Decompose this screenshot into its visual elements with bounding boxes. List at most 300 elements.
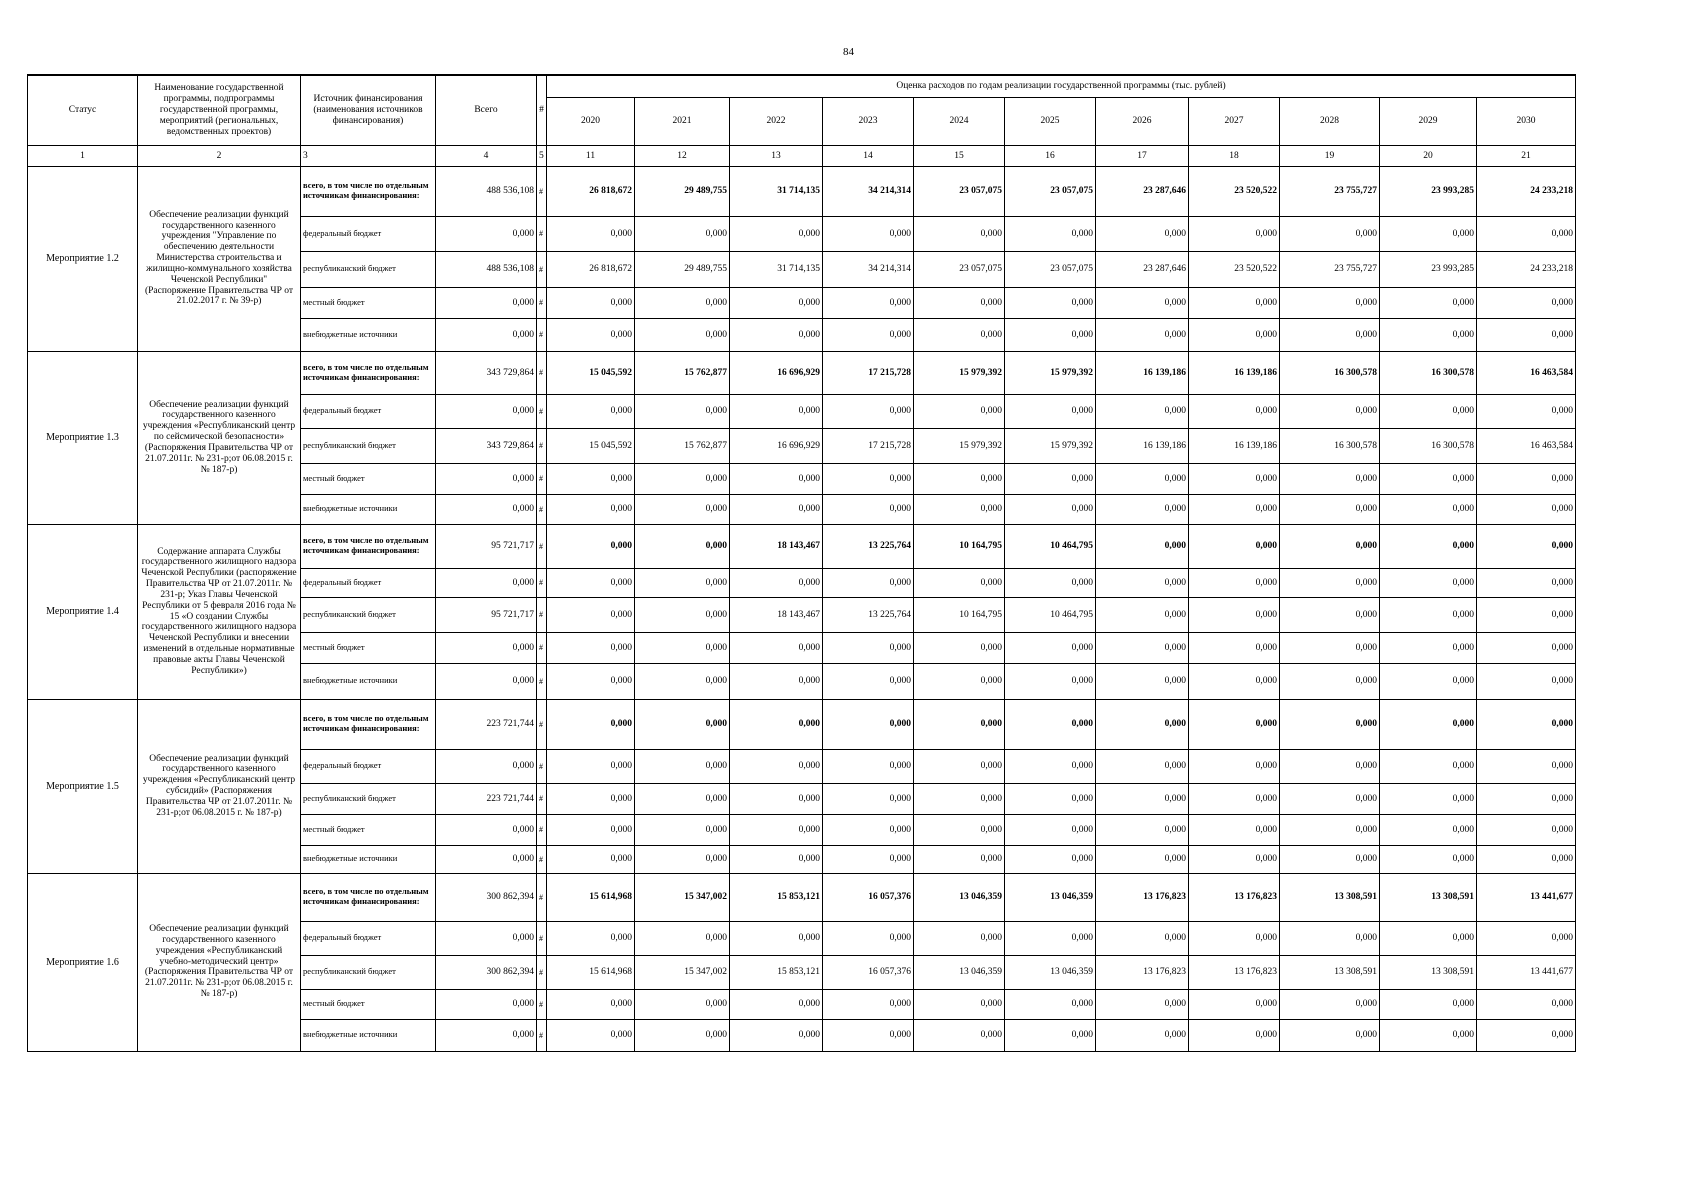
hash-marker: # (537, 632, 547, 663)
year-value: 16 300,578 (1280, 428, 1380, 463)
year-value: 0,000 (1477, 287, 1576, 318)
year-value: 15 853,121 (730, 873, 823, 921)
row-total: 488 536,108 (436, 166, 537, 216)
year-value: 0,000 (547, 814, 635, 845)
year-value: 16 463,584 (1477, 351, 1576, 394)
header-year: 2027 (1189, 97, 1280, 145)
hash-marker: # (537, 873, 547, 921)
year-value: 0,000 (1189, 921, 1280, 955)
hash-marker: # (537, 463, 547, 494)
year-value: 0,000 (547, 318, 635, 351)
year-value: 0,000 (730, 699, 823, 749)
year-value: 0,000 (635, 749, 730, 783)
column-number: 18 (1189, 145, 1280, 166)
year-value: 0,000 (1189, 463, 1280, 494)
hash-marker: # (537, 921, 547, 955)
year-value: 15 979,392 (914, 428, 1005, 463)
hash-marker: # (537, 166, 547, 216)
year-value: 18 143,467 (730, 597, 823, 632)
year-value: 15 762,877 (635, 428, 730, 463)
header-year: 2026 (1096, 97, 1189, 145)
row-total: 0,000 (436, 989, 537, 1019)
header-hash: # (537, 75, 547, 145)
year-value: 0,000 (1477, 783, 1576, 814)
year-value: 16 300,578 (1380, 351, 1477, 394)
year-value: 23 520,522 (1189, 166, 1280, 216)
year-value: 0,000 (1096, 699, 1189, 749)
year-value: 0,000 (1189, 783, 1280, 814)
year-value: 13 225,764 (823, 597, 914, 632)
year-value: 0,000 (823, 632, 914, 663)
year-value: 0,000 (823, 699, 914, 749)
year-value: 0,000 (914, 568, 1005, 597)
year-value: 0,000 (1380, 989, 1477, 1019)
year-value: 0,000 (823, 287, 914, 318)
year-value: 0,000 (1005, 749, 1096, 783)
table-row (28, 699, 1576, 749)
year-value: 10 164,795 (914, 597, 1005, 632)
year-value: 0,000 (823, 394, 914, 428)
year-value: 13 046,359 (1005, 873, 1096, 921)
year-value: 0,000 (1096, 749, 1189, 783)
row-total: 0,000 (436, 494, 537, 524)
year-value: 0,000 (635, 463, 730, 494)
year-value: 0,000 (635, 287, 730, 318)
row-total: 0,000 (436, 568, 537, 597)
year-value: 16 139,186 (1096, 351, 1189, 394)
row-total: 0,000 (436, 845, 537, 873)
header-year: 2021 (635, 97, 730, 145)
year-value: 0,000 (914, 632, 1005, 663)
year-value: 0,000 (1189, 1019, 1280, 1051)
year-value: 0,000 (635, 632, 730, 663)
column-number: 4 (436, 145, 537, 166)
year-value: 15 614,968 (547, 873, 635, 921)
year-value: 0,000 (1096, 568, 1189, 597)
year-value: 0,000 (1189, 318, 1280, 351)
year-value: 15 614,968 (547, 955, 635, 989)
year-value: 0,000 (1280, 1019, 1380, 1051)
header-total: Всего (436, 75, 537, 145)
year-value: 0,000 (1096, 814, 1189, 845)
year-value: 0,000 (1005, 494, 1096, 524)
year-value: 0,000 (1477, 989, 1576, 1019)
year-value: 17 215,728 (823, 351, 914, 394)
year-value: 0,000 (730, 845, 823, 873)
column-number: 1 (28, 145, 138, 166)
year-value: 31 714,135 (730, 166, 823, 216)
funding-source: федеральный бюджет (301, 394, 436, 428)
year-value: 0,000 (823, 1019, 914, 1051)
year-value: 15 347,002 (635, 873, 730, 921)
year-value: 0,000 (1380, 814, 1477, 845)
row-total: 0,000 (436, 463, 537, 494)
year-value: 0,000 (1380, 287, 1477, 318)
year-value: 0,000 (547, 494, 635, 524)
hash-marker: # (537, 351, 547, 394)
header-year: 2024 (914, 97, 1005, 145)
year-value: 23 287,646 (1096, 251, 1189, 287)
row-total: 223 721,744 (436, 699, 537, 749)
header-year: 2029 (1380, 97, 1477, 145)
measure-name: Содержание аппарата Службы государственного жилищного надзора Чеченской Республики (распоряжение Правительства ЧР от 21.07.2011г. № 231-р; Указ Главы Чеченской Республики от 5 февраля 2016 года № 15 «О создании Службы государственного жилищного надзора Чеченской Республики и внесении изменений в отдельные нормативные правовые акты Главы Чеченской Республики») (138, 524, 301, 699)
year-value: 0,000 (1005, 663, 1096, 699)
column-number: 11 (547, 145, 635, 166)
hash-marker: # (537, 394, 547, 428)
year-value: 0,000 (730, 663, 823, 699)
funding-source: всего, в том числе по отдельным источникам финансирования: (301, 351, 436, 394)
year-value: 16 696,929 (730, 351, 823, 394)
table-row (28, 524, 1576, 568)
year-value: 24 233,218 (1477, 251, 1576, 287)
year-value: 0,000 (1280, 463, 1380, 494)
year-value: 0,000 (1477, 845, 1576, 873)
year-value: 16 696,929 (730, 428, 823, 463)
year-value: 23 993,285 (1380, 166, 1477, 216)
year-value: 0,000 (635, 814, 730, 845)
year-value: 0,000 (914, 494, 1005, 524)
year-value: 0,000 (914, 921, 1005, 955)
year-value: 26 818,672 (547, 166, 635, 216)
year-value: 0,000 (1096, 632, 1189, 663)
row-total: 0,000 (436, 921, 537, 955)
year-value: 0,000 (914, 989, 1005, 1019)
column-number: 16 (1005, 145, 1096, 166)
hash-marker: # (537, 783, 547, 814)
row-total: 95 721,717 (436, 524, 537, 568)
year-value: 10 464,795 (1005, 597, 1096, 632)
year-value: 18 143,467 (730, 524, 823, 568)
header-estimate: Оценка расходов по годам реализации государственной программы (тыс. рублей) (547, 75, 1576, 97)
year-value: 16 139,186 (1189, 351, 1280, 394)
year-value: 0,000 (1280, 845, 1380, 873)
year-value: 0,000 (1096, 597, 1189, 632)
year-value: 13 308,591 (1280, 873, 1380, 921)
year-value: 0,000 (914, 216, 1005, 251)
funding-source: местный бюджет (301, 814, 436, 845)
funding-source: республиканский бюджет (301, 251, 436, 287)
row-total: 0,000 (436, 1019, 537, 1051)
funding-source: республиканский бюджет (301, 597, 436, 632)
year-value: 0,000 (1380, 216, 1477, 251)
year-value: 0,000 (1477, 494, 1576, 524)
row-total: 0,000 (436, 216, 537, 251)
year-value: 0,000 (1477, 699, 1576, 749)
year-value: 13 225,764 (823, 524, 914, 568)
year-value: 0,000 (1280, 814, 1380, 845)
year-value: 0,000 (1380, 494, 1477, 524)
year-value: 0,000 (1280, 699, 1380, 749)
year-value: 0,000 (635, 394, 730, 428)
column-number: 14 (823, 145, 914, 166)
year-value: 0,000 (823, 921, 914, 955)
year-value: 0,000 (1005, 216, 1096, 251)
measure-name: Обеспечение реализации функций государственного казенного учреждения "Управление по обеспечению деятельности Министерства строительства и жилищно-коммунального хозяйства Чеченской Республики" (Распоряжение Правительства ЧР от 21.02.2017 г. № 39-р) (138, 166, 301, 351)
year-value: 0,000 (1380, 463, 1477, 494)
table-header (28, 75, 1576, 145)
year-value: 13 176,823 (1096, 873, 1189, 921)
row-total: 300 862,394 (436, 873, 537, 921)
year-value: 34 214,314 (823, 166, 914, 216)
year-value: 0,000 (914, 814, 1005, 845)
year-value: 0,000 (730, 287, 823, 318)
funding-source: внебюджетные источники (301, 663, 436, 699)
year-value: 0,000 (730, 1019, 823, 1051)
hash-marker: # (537, 749, 547, 783)
year-value: 0,000 (1005, 814, 1096, 845)
year-value: 0,000 (547, 287, 635, 318)
row-total: 343 729,864 (436, 351, 537, 394)
year-value: 0,000 (1189, 749, 1280, 783)
year-value: 0,000 (1005, 699, 1096, 749)
year-value: 0,000 (914, 394, 1005, 428)
year-value: 0,000 (547, 216, 635, 251)
header-source: Источник финансирования (наименования источников финансирования) (301, 75, 436, 145)
funding-source: всего, в том числе по отдельным источникам финансирования: (301, 524, 436, 568)
row-total: 300 862,394 (436, 955, 537, 989)
year-value: 13 176,823 (1189, 955, 1280, 989)
year-value: 0,000 (1096, 663, 1189, 699)
year-value: 13 308,591 (1380, 873, 1477, 921)
hash-marker: # (537, 568, 547, 597)
year-value: 0,000 (1380, 663, 1477, 699)
year-value: 15 979,392 (1005, 428, 1096, 463)
year-value: 0,000 (1477, 318, 1576, 351)
year-value: 0,000 (1189, 287, 1280, 318)
header-year: 2023 (823, 97, 914, 145)
row-total: 0,000 (436, 663, 537, 699)
table-row (28, 873, 1576, 921)
year-value: 23 057,075 (1005, 166, 1096, 216)
hash-marker: # (537, 814, 547, 845)
year-value: 0,000 (635, 597, 730, 632)
year-value: 0,000 (1189, 663, 1280, 699)
year-value: 23 057,075 (1005, 251, 1096, 287)
year-value: 15 979,392 (914, 351, 1005, 394)
year-value: 0,000 (1005, 783, 1096, 814)
column-number: 19 (1280, 145, 1380, 166)
measure-status: Мероприятие 1.5 (28, 699, 138, 873)
year-value: 0,000 (547, 1019, 635, 1051)
column-number: 20 (1380, 145, 1477, 166)
row-total: 488 536,108 (436, 251, 537, 287)
row-total: 0,000 (436, 749, 537, 783)
hash-marker: # (537, 845, 547, 873)
year-value: 0,000 (1380, 921, 1477, 955)
column-number-row (28, 145, 1576, 166)
measure-status: Мероприятие 1.6 (28, 873, 138, 1051)
year-value: 0,000 (1005, 989, 1096, 1019)
year-value: 34 214,314 (823, 251, 914, 287)
year-value: 0,000 (730, 568, 823, 597)
year-value: 0,000 (914, 783, 1005, 814)
year-value: 15 045,592 (547, 351, 635, 394)
year-value: 0,000 (1189, 494, 1280, 524)
year-value: 0,000 (1380, 568, 1477, 597)
year-value: 0,000 (914, 287, 1005, 318)
year-value: 0,000 (1096, 1019, 1189, 1051)
year-value: 0,000 (730, 494, 823, 524)
year-value: 15 347,002 (635, 955, 730, 989)
row-total: 0,000 (436, 394, 537, 428)
year-value: 0,000 (730, 989, 823, 1019)
year-value: 0,000 (547, 845, 635, 873)
year-value: 0,000 (1380, 699, 1477, 749)
year-value: 31 714,135 (730, 251, 823, 287)
column-number: 3 (301, 145, 436, 166)
year-value: 0,000 (1280, 632, 1380, 663)
year-value: 0,000 (547, 783, 635, 814)
funding-source: республиканский бюджет (301, 428, 436, 463)
year-value: 0,000 (1477, 749, 1576, 783)
year-value: 0,000 (1280, 989, 1380, 1019)
hash-marker: # (537, 428, 547, 463)
year-value: 0,000 (1280, 663, 1380, 699)
year-value: 0,000 (1189, 632, 1280, 663)
page-number: 84 (843, 46, 854, 58)
row-total: 223 721,744 (436, 783, 537, 814)
year-value: 0,000 (1096, 318, 1189, 351)
year-value: 0,000 (730, 216, 823, 251)
year-value: 0,000 (1189, 699, 1280, 749)
year-value: 0,000 (914, 749, 1005, 783)
year-value: 0,000 (1189, 814, 1280, 845)
funding-source: местный бюджет (301, 463, 436, 494)
column-number: 2 (138, 145, 301, 166)
year-value: 0,000 (730, 463, 823, 494)
year-value: 0,000 (1189, 568, 1280, 597)
year-value: 13 046,359 (1005, 955, 1096, 989)
year-value: 0,000 (547, 463, 635, 494)
measure-name: Обеспечение реализации функций государственного казенного учреждения «Республиканский центр по сейсмической безопасности» (Распоряжения Правительства ЧР от 21.07.2011г. № 231-р;от 06.08.2015 г. № 187-р) (138, 351, 301, 524)
funding-source: местный бюджет (301, 989, 436, 1019)
year-value: 0,000 (1477, 1019, 1576, 1051)
year-value: 0,000 (1280, 524, 1380, 568)
row-total: 0,000 (436, 287, 537, 318)
year-value: 0,000 (1477, 394, 1576, 428)
hash-marker: # (537, 318, 547, 351)
row-total: 95 721,717 (436, 597, 537, 632)
year-value: 0,000 (1005, 921, 1096, 955)
year-value: 0,000 (1189, 394, 1280, 428)
year-value: 0,000 (1189, 845, 1280, 873)
year-value: 0,000 (547, 568, 635, 597)
year-value: 0,000 (1096, 783, 1189, 814)
year-value: 0,000 (730, 632, 823, 663)
hash-marker: # (537, 1019, 547, 1051)
year-value: 0,000 (1380, 632, 1477, 663)
year-value: 0,000 (730, 394, 823, 428)
year-value: 13 441,677 (1477, 955, 1576, 989)
table-row (28, 166, 1576, 216)
year-value: 0,000 (547, 989, 635, 1019)
year-value: 0,000 (1477, 568, 1576, 597)
year-value: 0,000 (635, 783, 730, 814)
year-value: 0,000 (1096, 463, 1189, 494)
row-total: 0,000 (436, 814, 537, 845)
year-value: 0,000 (547, 749, 635, 783)
year-value: 0,000 (1280, 597, 1380, 632)
year-value: 29 489,755 (635, 251, 730, 287)
header-year: 2025 (1005, 97, 1096, 145)
year-value: 0,000 (1005, 463, 1096, 494)
header-year: 2022 (730, 97, 823, 145)
year-value: 15 045,592 (547, 428, 635, 463)
year-value: 0,000 (547, 699, 635, 749)
measure-name: Обеспечение реализации функций государственного казенного учреждения «Республиканский учебно-методический центр» (Распоряжения Правительства ЧР от 21.07.2011г. № 231-р;от 06.08.2015 г. № 187-р) (138, 873, 301, 1051)
year-value: 13 176,823 (1096, 955, 1189, 989)
year-value: 23 520,522 (1189, 251, 1280, 287)
year-value: 0,000 (1005, 318, 1096, 351)
funding-source: республиканский бюджет (301, 955, 436, 989)
year-value: 15 979,392 (1005, 351, 1096, 394)
year-value: 0,000 (1005, 632, 1096, 663)
year-value: 16 139,186 (1096, 428, 1189, 463)
year-value: 13 308,591 (1380, 955, 1477, 989)
year-value: 0,000 (1096, 921, 1189, 955)
budget-table (27, 74, 1576, 1052)
year-value: 0,000 (547, 663, 635, 699)
funding-source: федеральный бюджет (301, 568, 436, 597)
funding-source: местный бюджет (301, 632, 436, 663)
funding-source: внебюджетные источники (301, 494, 436, 524)
year-value: 0,000 (1380, 749, 1477, 783)
hash-marker: # (537, 699, 547, 749)
year-value: 0,000 (1380, 394, 1477, 428)
header-year: 2028 (1280, 97, 1380, 145)
year-value: 0,000 (823, 814, 914, 845)
column-number: 5 (537, 145, 547, 166)
year-value: 0,000 (823, 783, 914, 814)
year-value: 0,000 (823, 663, 914, 699)
measure-status: Мероприятие 1.2 (28, 166, 138, 351)
year-value: 0,000 (1280, 568, 1380, 597)
year-value: 23 287,646 (1096, 166, 1189, 216)
year-value: 0,000 (914, 318, 1005, 351)
column-number: 21 (1477, 145, 1576, 166)
year-value: 0,000 (1005, 287, 1096, 318)
funding-source: внебюджетные источники (301, 845, 436, 873)
year-value: 0,000 (730, 921, 823, 955)
year-value: 0,000 (730, 783, 823, 814)
year-value: 0,000 (547, 524, 635, 568)
year-value: 0,000 (1096, 989, 1189, 1019)
year-value: 0,000 (1477, 216, 1576, 251)
column-number: 15 (914, 145, 1005, 166)
year-value: 0,000 (823, 318, 914, 351)
year-value: 0,000 (823, 989, 914, 1019)
year-value: 23 755,727 (1280, 251, 1380, 287)
hash-marker: # (537, 989, 547, 1019)
year-value: 0,000 (823, 568, 914, 597)
year-value: 0,000 (1477, 524, 1576, 568)
year-value: 0,000 (1189, 524, 1280, 568)
year-value: 0,000 (635, 318, 730, 351)
year-value: 13 441,677 (1477, 873, 1576, 921)
year-value: 0,000 (635, 699, 730, 749)
year-value: 0,000 (730, 318, 823, 351)
year-value: 0,000 (547, 921, 635, 955)
year-value: 0,000 (1096, 394, 1189, 428)
year-value: 10 464,795 (1005, 524, 1096, 568)
year-value: 29 489,755 (635, 166, 730, 216)
funding-source: всего, в том числе по отдельным источникам финансирования: (301, 166, 436, 216)
year-value: 0,000 (1477, 632, 1576, 663)
hash-marker: # (537, 597, 547, 632)
funding-source: республиканский бюджет (301, 783, 436, 814)
year-value: 0,000 (1477, 663, 1576, 699)
year-value: 0,000 (1005, 1019, 1096, 1051)
